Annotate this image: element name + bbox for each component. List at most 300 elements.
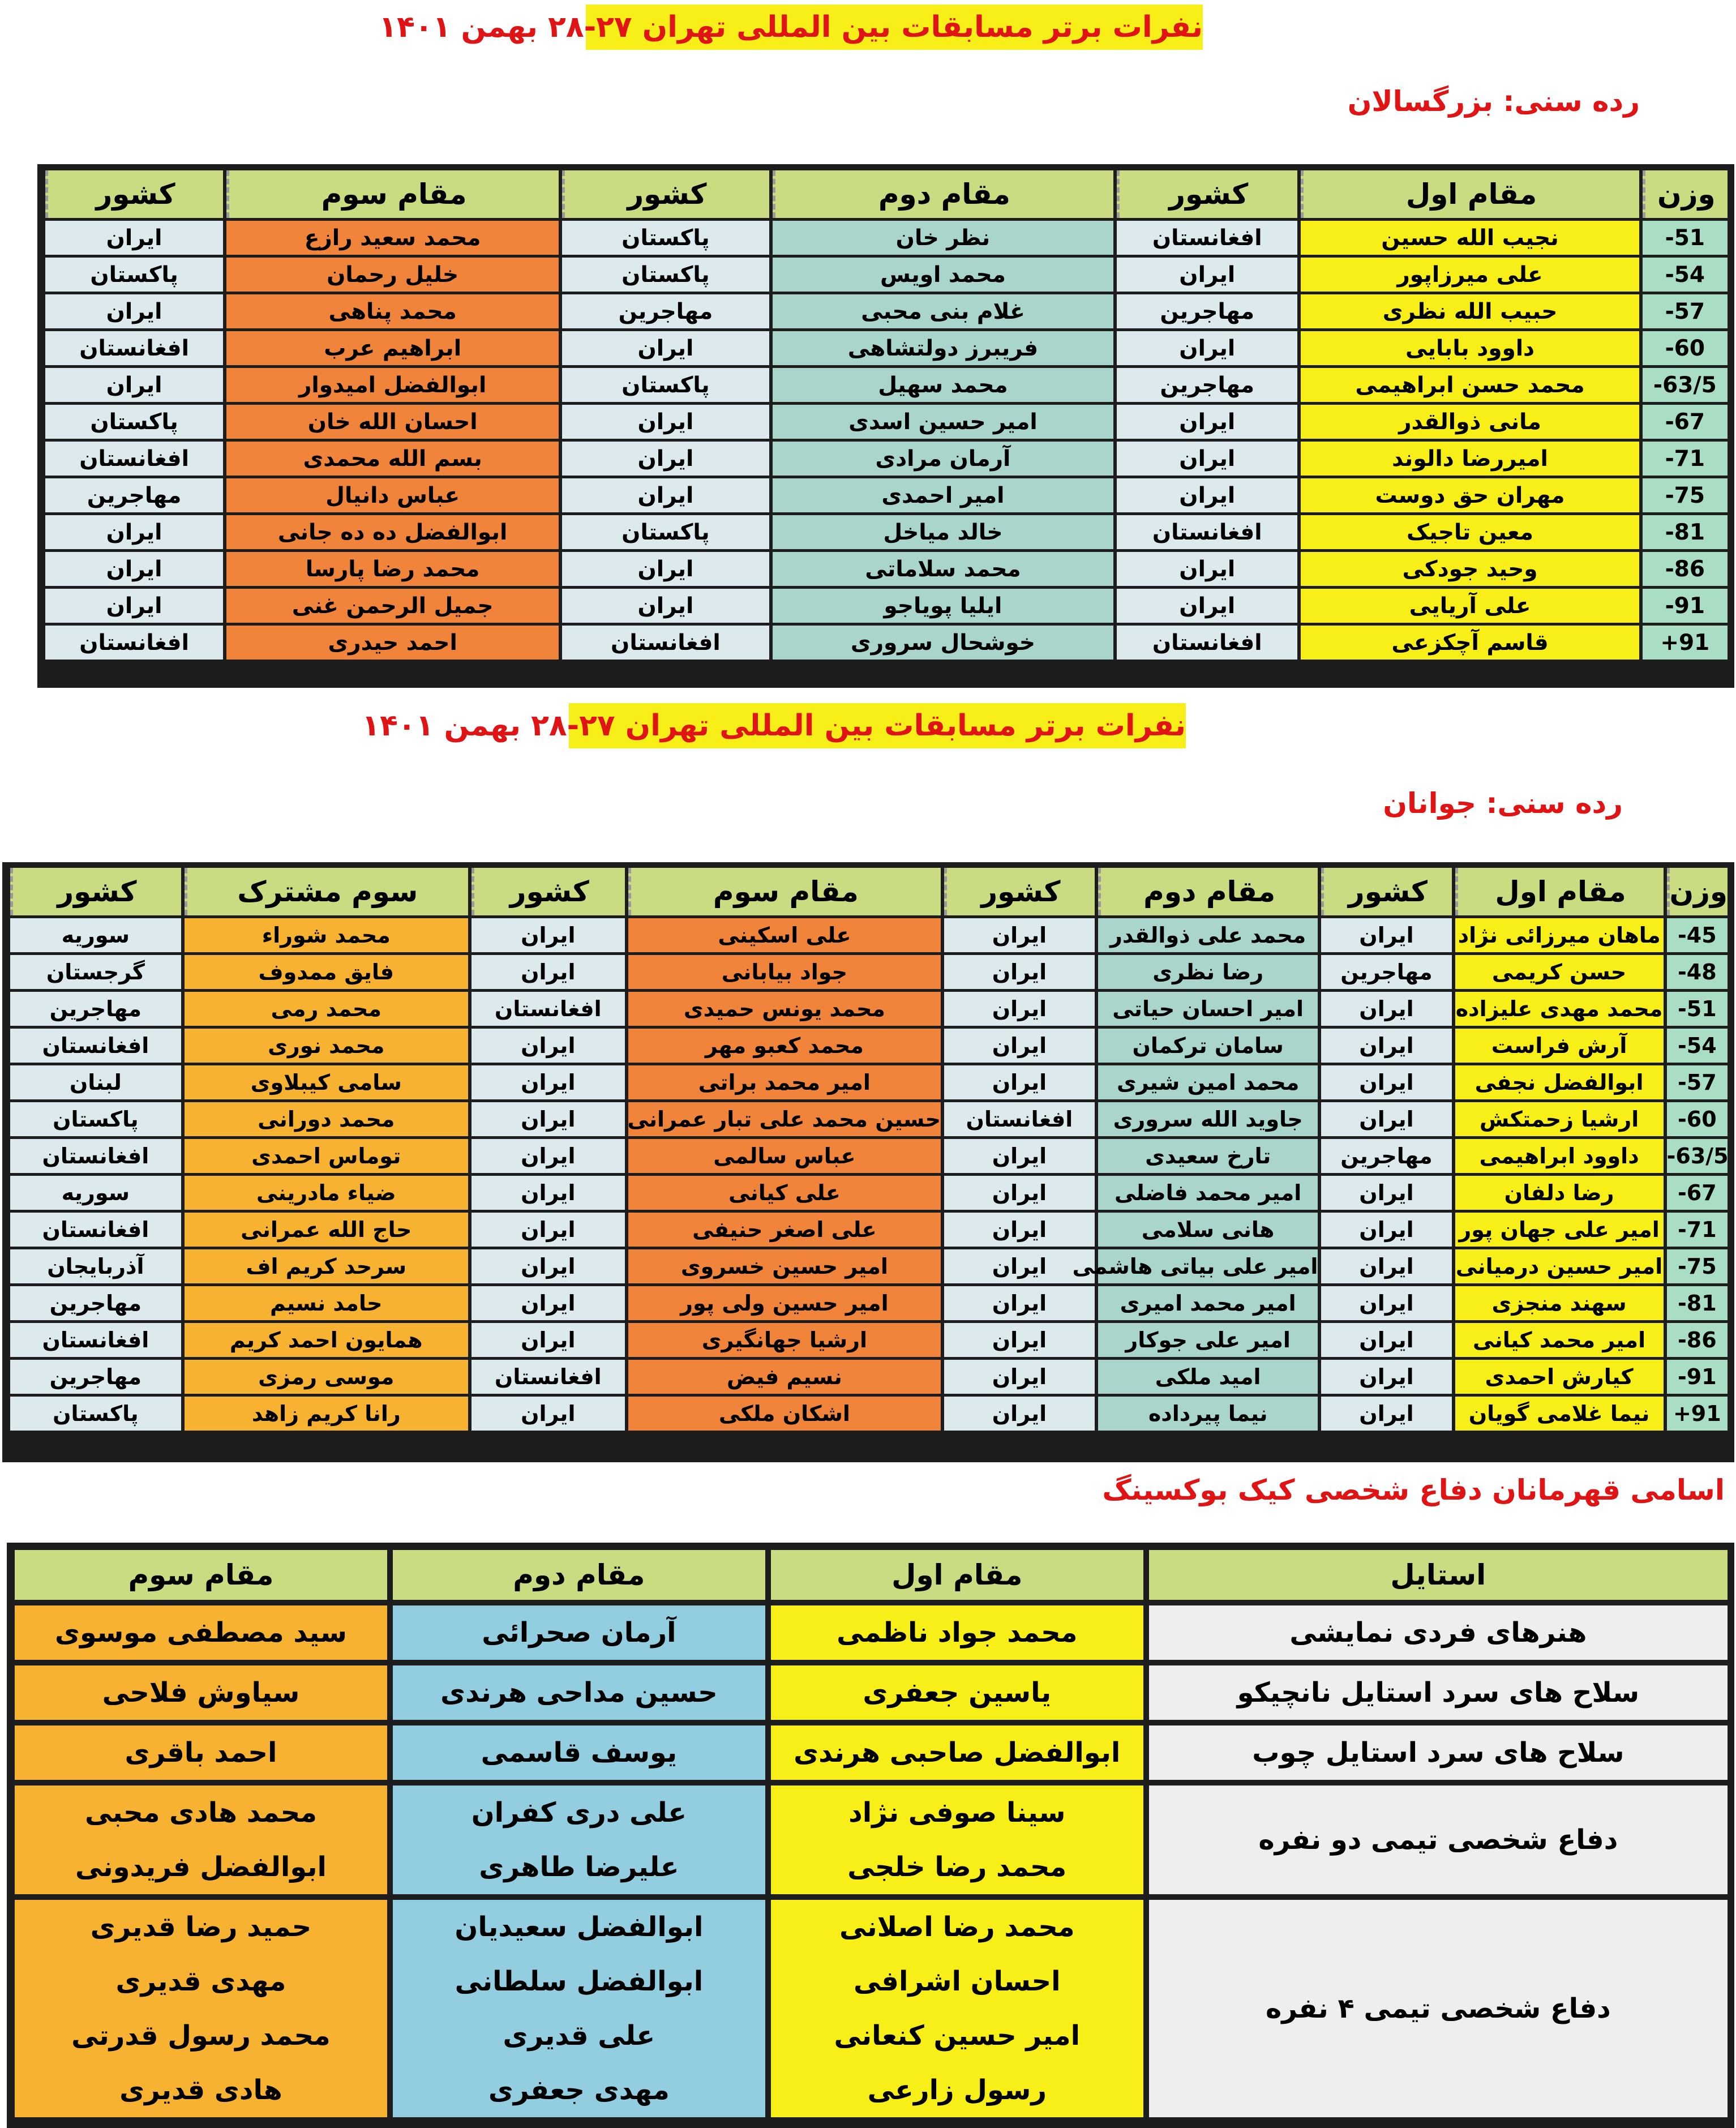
country-cell: ایران (944, 992, 1095, 1026)
country-cell: ایران (562, 552, 769, 586)
third-place-cell: عباس سالمی (628, 1139, 941, 1173)
second-place-cell: رضا نظری (1098, 955, 1318, 989)
country-cell: ایران (45, 221, 223, 255)
country-cell: افغانستان (10, 1139, 181, 1173)
champion-name: سینا صوفی نژاد (848, 1797, 1066, 1829)
header-first: مقام اول (1301, 170, 1639, 218)
third-place-cell: امیر حسین ولی پور (628, 1286, 941, 1320)
country-cell: مهاجرین (10, 992, 181, 1026)
country-cell: افغانستان (944, 1102, 1095, 1136)
country-cell: لبنان (10, 1065, 181, 1099)
champion-name: حسین مداحی هرندی (440, 1677, 718, 1709)
table-row (10, 1249, 1728, 1283)
adult-results-table (42, 168, 1731, 662)
champion-name: سید مصطفی موسوی (55, 1617, 347, 1649)
country-cell: پاکستان (562, 515, 769, 549)
first-place-cell (771, 1665, 1143, 1720)
second-place-cell (393, 1605, 765, 1660)
country-cell: افغانستان (45, 442, 223, 476)
country-cell: ایران (944, 1029, 1095, 1063)
table-row (45, 331, 1728, 365)
country-cell: ایران (562, 589, 769, 623)
country-cell: ایران (471, 1139, 625, 1173)
country-cell: سوریه (10, 918, 181, 952)
second-place-cell (393, 1900, 765, 2117)
country-cell: ایران (45, 294, 223, 328)
country-cell: ایران (1321, 992, 1451, 1026)
country-cell: ایران (471, 1029, 625, 1063)
second-place-cell: امیر حسین اسدی (773, 405, 1113, 439)
joint-third-cell: همایون احمد کریم (185, 1323, 468, 1357)
country-cell: ایران (1321, 1249, 1451, 1283)
table-row (10, 1065, 1728, 1099)
third-place-cell (15, 1725, 387, 1780)
third-place-cell: محمد رضا پارسا (226, 552, 559, 586)
joint-third-cell: توماس احمدی (185, 1139, 468, 1173)
country-cell: ایران (471, 918, 625, 952)
table-row (45, 405, 1728, 439)
country-cell: پاکستان (45, 405, 223, 439)
table-row (45, 221, 1728, 255)
table-row (45, 258, 1728, 292)
third-place-cell: علی اسکینی (628, 918, 941, 952)
header-first: مقام اول (1455, 868, 1664, 915)
country-cell: ایران (944, 1065, 1095, 1099)
first-place-cell: مانی ذوالقدر (1301, 405, 1639, 439)
champion-name: محمد رضا خلجی (847, 1851, 1067, 1883)
first-place-cell: داوود ابراهیمی (1455, 1139, 1664, 1173)
country-cell: ایران (1117, 552, 1297, 586)
table-row (45, 515, 1728, 549)
joint-third-cell: ضیاء مادرینی (185, 1176, 468, 1210)
joint-third-cell: حامد نسیم (185, 1286, 468, 1320)
country-cell: ایران (562, 478, 769, 512)
second-place-cell: محمد امین شیری (1098, 1065, 1318, 1099)
first-place-cell (771, 1605, 1143, 1660)
country-cell: ایران (944, 955, 1095, 989)
second-place-cell: محمد سلاماتی (773, 552, 1113, 586)
style-cell: سلاح های سرد استایل نانچیکو (1149, 1665, 1728, 1720)
first-place-cell: رضا دلفان (1455, 1176, 1664, 1210)
third-place-cell: حسین محمد علی تبار عمرانی (628, 1102, 941, 1136)
country-cell: مهاجرین (1321, 955, 1451, 989)
country-cell: افغانستان (10, 1029, 181, 1063)
third-place-cell: بسم الله محمدی (226, 442, 559, 476)
weight-cell: -51 (1667, 992, 1728, 1026)
country-cell: ایران (471, 1323, 625, 1357)
country-cell: افغانستان (471, 992, 625, 1026)
table-row (15, 1786, 1728, 1894)
third-place-cell: ابوالفضل ده ده جانی (226, 515, 559, 549)
joint-third-cell: محمد نوری (185, 1029, 468, 1063)
weight-cell: -57 (1667, 1065, 1728, 1099)
champion-name: ابوالفضل سلطانی (455, 1966, 704, 1997)
second-place-cell: تارخ سعیدی (1098, 1139, 1318, 1173)
second-place-cell: امید ملکی (1098, 1360, 1318, 1394)
country-cell: مهاجرین (45, 478, 223, 512)
first-place-cell: حبیب الله نظری (1301, 294, 1639, 328)
first-place-cell: قاسم آچکزعی (1301, 626, 1639, 660)
first-place-cell: معین تاجیک (1301, 515, 1639, 549)
champion-name: رسول زارعی (867, 2074, 1047, 2106)
header-second: مقام دوم (773, 170, 1113, 218)
second-place-cell: خوشحال سروری (773, 626, 1113, 660)
joint-third-cell: رانا کریم زاهد (185, 1397, 468, 1431)
joint-third-cell: محمد دورانی (185, 1102, 468, 1136)
first-place-cell (771, 1900, 1143, 2117)
first-place-cell: امیررضا دالوند (1301, 442, 1639, 476)
joint-third-cell: محمد شوراء (185, 918, 468, 952)
weight-cell: -81 (1667, 1286, 1728, 1320)
third-place-cell: نسیم فیض (628, 1360, 941, 1394)
table-row (10, 1286, 1728, 1320)
joint-third-cell: حاج الله عمرانی (185, 1213, 468, 1247)
second-place-cell: امیر علی جوکار (1098, 1323, 1318, 1357)
first-place-cell: ماهان میرزائی نژاد (1455, 918, 1664, 952)
first-place-cell: وحید جودکی (1301, 552, 1639, 586)
country-cell: مهاجرین (10, 1286, 181, 1320)
second-place-cell: امیر احمدی (773, 478, 1113, 512)
champion-name: هادی قدیری (119, 2074, 282, 2106)
third-place-cell: محمد سعید رازع (226, 221, 559, 255)
country-cell: ایران (1117, 258, 1297, 292)
second-place-cell (393, 1665, 765, 1720)
table-row (10, 1360, 1728, 1394)
weight-cell: -75 (1643, 478, 1728, 512)
country-cell: ایران (45, 589, 223, 623)
first-place-cell (771, 1786, 1143, 1894)
second-place-cell: آرمان مرادی (773, 442, 1113, 476)
champion-name: امیر حسین کنعانی (834, 2020, 1081, 2052)
third-place-cell: ارشیا جهانگیری (628, 1323, 941, 1357)
third-place-cell: امیر حسین خسروی (628, 1249, 941, 1283)
third-place-cell (15, 1900, 387, 2117)
first-place-cell: امیر محمد کیانی (1455, 1323, 1664, 1357)
third-place-cell: احسان الله خان (226, 405, 559, 439)
country-cell: ایران (1321, 1360, 1451, 1394)
country-cell: افغانستان (45, 626, 223, 660)
weight-cell: -71 (1643, 442, 1728, 476)
country-cell: ایران (1117, 442, 1297, 476)
first-place-cell: مهران حق دوست (1301, 478, 1639, 512)
country-cell: ایران (45, 368, 223, 402)
weight-cell: +91 (1667, 1397, 1728, 1431)
first-place-cell: سهند منجزی (1455, 1286, 1664, 1320)
third-place-cell: جمیل الرحمن غنی (226, 589, 559, 623)
section1-category: رده سنی: بزرگسالان (1347, 85, 1640, 118)
table-row (10, 955, 1728, 989)
first-place-cell: امیر حسین درمیانی (1455, 1249, 1664, 1283)
header-country: کشور (562, 170, 769, 218)
country-cell: ایران (471, 1065, 625, 1099)
table-row (15, 1605, 1728, 1660)
table-row (10, 918, 1728, 952)
table-row (10, 1029, 1728, 1063)
section2-category: رده سنی: جوانان (1383, 787, 1623, 820)
country-cell: ایران (471, 1249, 625, 1283)
second-place-cell: محمد سهیل (773, 368, 1113, 402)
table-row (15, 1900, 1728, 2117)
champion-name: مهدی جعفری (488, 2074, 670, 2106)
weight-cell: -51 (1643, 221, 1728, 255)
country-cell: ایران (471, 1176, 625, 1210)
country-cell: افغانستان (10, 1323, 181, 1357)
second-place-cell: سامان ترکمان (1098, 1029, 1318, 1063)
country-cell: افغانستان (10, 1213, 181, 1247)
third-place-cell: ابراهیم عرب (226, 331, 559, 365)
champion-name: علی دری کفران (471, 1797, 687, 1829)
champion-name: محمد هادی محبی (84, 1797, 317, 1829)
third-place-cell (15, 1786, 387, 1894)
country-cell: مهاجرین (562, 294, 769, 328)
weight-cell: -63/5 (1643, 368, 1728, 402)
country-cell: ایران (944, 1323, 1095, 1357)
section3-title: اسامی قهرمانان دفاع شخصی کیک بوکسینگ (1102, 1474, 1725, 1506)
first-place-cell: کیارش احمدی (1455, 1360, 1664, 1394)
table-row (15, 1665, 1728, 1720)
country-cell: افغانستان (1117, 221, 1297, 255)
header-third: مقام سوم (15, 1550, 387, 1600)
third-place-cell: اشکان ملکی (628, 1397, 941, 1431)
third-place-cell: علی اصغر حنیفی (628, 1213, 941, 1247)
second-place-cell (393, 1786, 765, 1894)
weight-cell: -60 (1667, 1102, 1728, 1136)
country-cell: ایران (1321, 1286, 1451, 1320)
second-place-cell: فریبرز دولتشاهی (773, 331, 1113, 365)
country-cell: سوریه (10, 1176, 181, 1210)
second-place-cell: محمد اویس (773, 258, 1113, 292)
joint-third-cell: موسی رمزی (185, 1360, 468, 1394)
header-country: کشور (1321, 868, 1451, 915)
joint-third-cell: فایق ممدوف (185, 955, 468, 989)
weight-cell: +91 (1643, 626, 1728, 660)
country-cell: ایران (562, 442, 769, 476)
third-place-cell: جواد بیابانی (628, 955, 941, 989)
country-cell: ایران (471, 955, 625, 989)
country-cell: افغانستان (1117, 515, 1297, 549)
country-cell: افغانستان (471, 1360, 625, 1394)
champion-name: محمد رضا اصلانی (839, 1911, 1075, 1943)
second-place-cell: محمد علی ذوالقدر (1098, 918, 1318, 952)
country-cell: ایران (944, 1139, 1095, 1173)
weight-cell: -91 (1667, 1360, 1728, 1394)
first-place-cell: محمد مهدی علیزاده (1455, 992, 1664, 1026)
weight-cell: -91 (1643, 589, 1728, 623)
first-place-cell: علی آریایی (1301, 589, 1639, 623)
third-place-cell: خلیل رحمان (226, 258, 559, 292)
table-row (45, 552, 1728, 586)
second-place-cell: جاوید الله سروری (1098, 1102, 1318, 1136)
champion-name: محمد جواد ناظمی (837, 1617, 1078, 1649)
country-cell: ایران (1321, 1176, 1451, 1210)
champion-name: مهدی قدیری (115, 1966, 286, 1997)
country-cell: ایران (944, 1397, 1095, 1431)
country-cell: ایران (1321, 1065, 1451, 1099)
champion-name: آرمان صحرائی (482, 1617, 676, 1649)
self-defense-champions-table (9, 1544, 1733, 2123)
country-cell: مهاجرین (10, 1360, 181, 1394)
header-third: مقام سوم (628, 868, 941, 915)
country-cell: ایران (944, 918, 1095, 952)
country-cell: افغانستان (562, 626, 769, 660)
table-row (10, 1323, 1728, 1357)
style-cell: دفاع شخصی تیمی ۴ نفره (1149, 1900, 1728, 2117)
junior-results-table (7, 865, 1731, 1433)
header-country: کشور (45, 170, 223, 218)
header-second: مقام دوم (1098, 868, 1318, 915)
first-place-cell (771, 1725, 1143, 1780)
country-cell: ایران (1117, 589, 1297, 623)
country-cell: ایران (45, 552, 223, 586)
header-country: کشور (471, 868, 625, 915)
champion-name: یوسف قاسمی (481, 1737, 678, 1769)
weight-cell: -63/5 (1667, 1139, 1728, 1173)
first-place-cell: امیر علی جهان پور (1455, 1213, 1664, 1247)
champion-name: ابوالفضل سعیدیان (455, 1911, 704, 1943)
table-row (45, 626, 1728, 660)
weight-cell: -54 (1643, 258, 1728, 292)
country-cell: مهاجرین (1117, 294, 1297, 328)
section1-banner: نفرات برتر مسابقات بین المللی تهران ۲۷-۲۸ بهمن ۱۴۰۱ (586, 5, 1203, 50)
table-row (10, 1213, 1728, 1247)
third-place-cell (15, 1605, 387, 1660)
second-place-cell (393, 1725, 765, 1780)
second-place-cell: امیر محمد امیری (1098, 1286, 1318, 1320)
champion-name: یاسین جعفری (863, 1677, 1052, 1709)
second-place-cell: خالد میاخل (773, 515, 1113, 549)
champion-name: ابوالفضل صاحبی هرندی (794, 1737, 1121, 1769)
country-cell: مهاجرین (1321, 1139, 1451, 1173)
country-cell: ایران (1117, 405, 1297, 439)
weight-cell: -67 (1643, 405, 1728, 439)
country-cell: ایران (1321, 1213, 1451, 1247)
header-style: استایل (1149, 1550, 1728, 1600)
second-place-cell: امیر احسان حیاتی (1098, 992, 1318, 1026)
country-cell: افغانستان (45, 331, 223, 365)
champion-name: سیاوش فلاحی (102, 1677, 300, 1709)
table-row (45, 442, 1728, 476)
third-place-cell: امیر محمد براتی (628, 1065, 941, 1099)
country-cell: پاکستان (10, 1397, 181, 1431)
country-cell: پاکستان (45, 258, 223, 292)
country-cell: ایران (1321, 1102, 1451, 1136)
joint-third-cell: محمد رمی (185, 992, 468, 1026)
weight-cell: -86 (1667, 1323, 1728, 1357)
second-place-cell: امیر علی بیاتی هاشمی (1098, 1249, 1318, 1283)
country-cell: مهاجرین (1117, 368, 1297, 402)
second-place-cell: غلام بنی محبی (773, 294, 1113, 328)
country-cell: ایران (45, 515, 223, 549)
country-cell: ایران (944, 1286, 1095, 1320)
first-place-cell: محمد حسن ابراهیمی (1301, 368, 1639, 402)
table-row (45, 294, 1728, 328)
second-place-cell: هانی سلامی (1098, 1213, 1318, 1247)
header-weight: وزن (1643, 170, 1728, 218)
weight-cell: -54 (1667, 1029, 1728, 1063)
country-cell: ایران (944, 1360, 1095, 1394)
country-cell: ایران (471, 1286, 625, 1320)
third-place-cell: عباس دانیال (226, 478, 559, 512)
weight-cell: -48 (1667, 955, 1728, 989)
country-cell: ایران (1117, 478, 1297, 512)
first-place-cell: ابوالفضل نجفی (1455, 1065, 1664, 1099)
first-place-cell: ارشیا زحمتکش (1455, 1102, 1664, 1136)
joint-third-cell: سرحد کریم اف (185, 1249, 468, 1283)
third-place-cell: محمد یونس حمیدی (628, 992, 941, 1026)
weight-cell: -60 (1643, 331, 1728, 365)
third-place-cell: احمد حیدری (226, 626, 559, 660)
country-cell: ایران (944, 1213, 1095, 1247)
country-cell: ایران (1321, 1397, 1451, 1431)
country-cell: ایران (944, 1176, 1095, 1210)
country-cell: ایران (471, 1213, 625, 1247)
table-row (10, 1176, 1728, 1210)
weight-cell: -75 (1667, 1249, 1728, 1283)
first-place-cell: نجیب الله حسین (1301, 221, 1639, 255)
third-place-cell: ابوالفضل امیدوار (226, 368, 559, 402)
country-cell: ایران (1321, 1029, 1451, 1063)
style-cell: سلاح های سرد استایل چوب (1149, 1725, 1728, 1780)
champion-name: محمد رسول قدرتی (71, 2020, 331, 2052)
table-row (45, 478, 1728, 512)
header-country: کشور (10, 868, 181, 915)
country-cell: ایران (944, 1249, 1095, 1283)
weight-cell: -71 (1667, 1213, 1728, 1247)
country-cell: پاکستان (562, 258, 769, 292)
champion-name: احسان اشرافی (853, 1966, 1061, 1997)
first-place-cell: آرش فراست (1455, 1029, 1664, 1063)
third-place-cell: محمد کعبو مهر (628, 1029, 941, 1063)
champion-name: علیرضا طاهری (479, 1851, 679, 1883)
second-place-cell: ایلیا پویاجو (773, 589, 1113, 623)
header-country: کشور (944, 868, 1095, 915)
weight-cell: -81 (1643, 515, 1728, 549)
country-cell: افغانستان (1117, 626, 1297, 660)
champion-name: علی قدیری (503, 2020, 655, 2052)
country-cell: ایران (471, 1397, 625, 1431)
table-row (45, 368, 1728, 402)
first-place-cell: داوود بابایی (1301, 331, 1639, 365)
first-place-cell: نیما غلامی گویان (1455, 1397, 1664, 1431)
second-place-cell: نیما پیرداده (1098, 1397, 1318, 1431)
joint-third-cell: سامی کیبلاوی (185, 1065, 468, 1099)
table-row (10, 1139, 1728, 1173)
country-cell: گرجستان (10, 955, 181, 989)
country-cell: ایران (562, 405, 769, 439)
country-cell: ایران (562, 331, 769, 365)
weight-cell: -57 (1643, 294, 1728, 328)
table-row (10, 1397, 1728, 1431)
champion-name: حمید رضا قدیری (90, 1911, 312, 1943)
section2-banner: نفرات برتر مسابقات بین المللی تهران ۲۷-۲۸ بهمن ۱۴۰۱ (569, 703, 1186, 748)
country-cell: ایران (1321, 918, 1451, 952)
header-joint-third: سوم مشترک (185, 868, 468, 915)
header-country: کشور (1117, 170, 1297, 218)
table-row (45, 589, 1728, 623)
table-row (15, 1725, 1728, 1780)
country-cell: ایران (1117, 331, 1297, 365)
header-third: مقام سوم (226, 170, 559, 218)
country-cell: ایران (471, 1102, 625, 1136)
header-second: مقام دوم (393, 1550, 765, 1600)
second-place-cell: نظر خان (773, 221, 1113, 255)
header-weight: وزن (1667, 868, 1728, 915)
style-cell: دفاع شخصی تیمی دو نفره (1149, 1786, 1728, 1894)
champion-name: ابوالفضل فریدونی (75, 1851, 327, 1883)
header-first: مقام اول (771, 1550, 1143, 1600)
first-place-cell: حسن کریمی (1455, 955, 1664, 989)
first-place-cell: علی میرزاپور (1301, 258, 1639, 292)
